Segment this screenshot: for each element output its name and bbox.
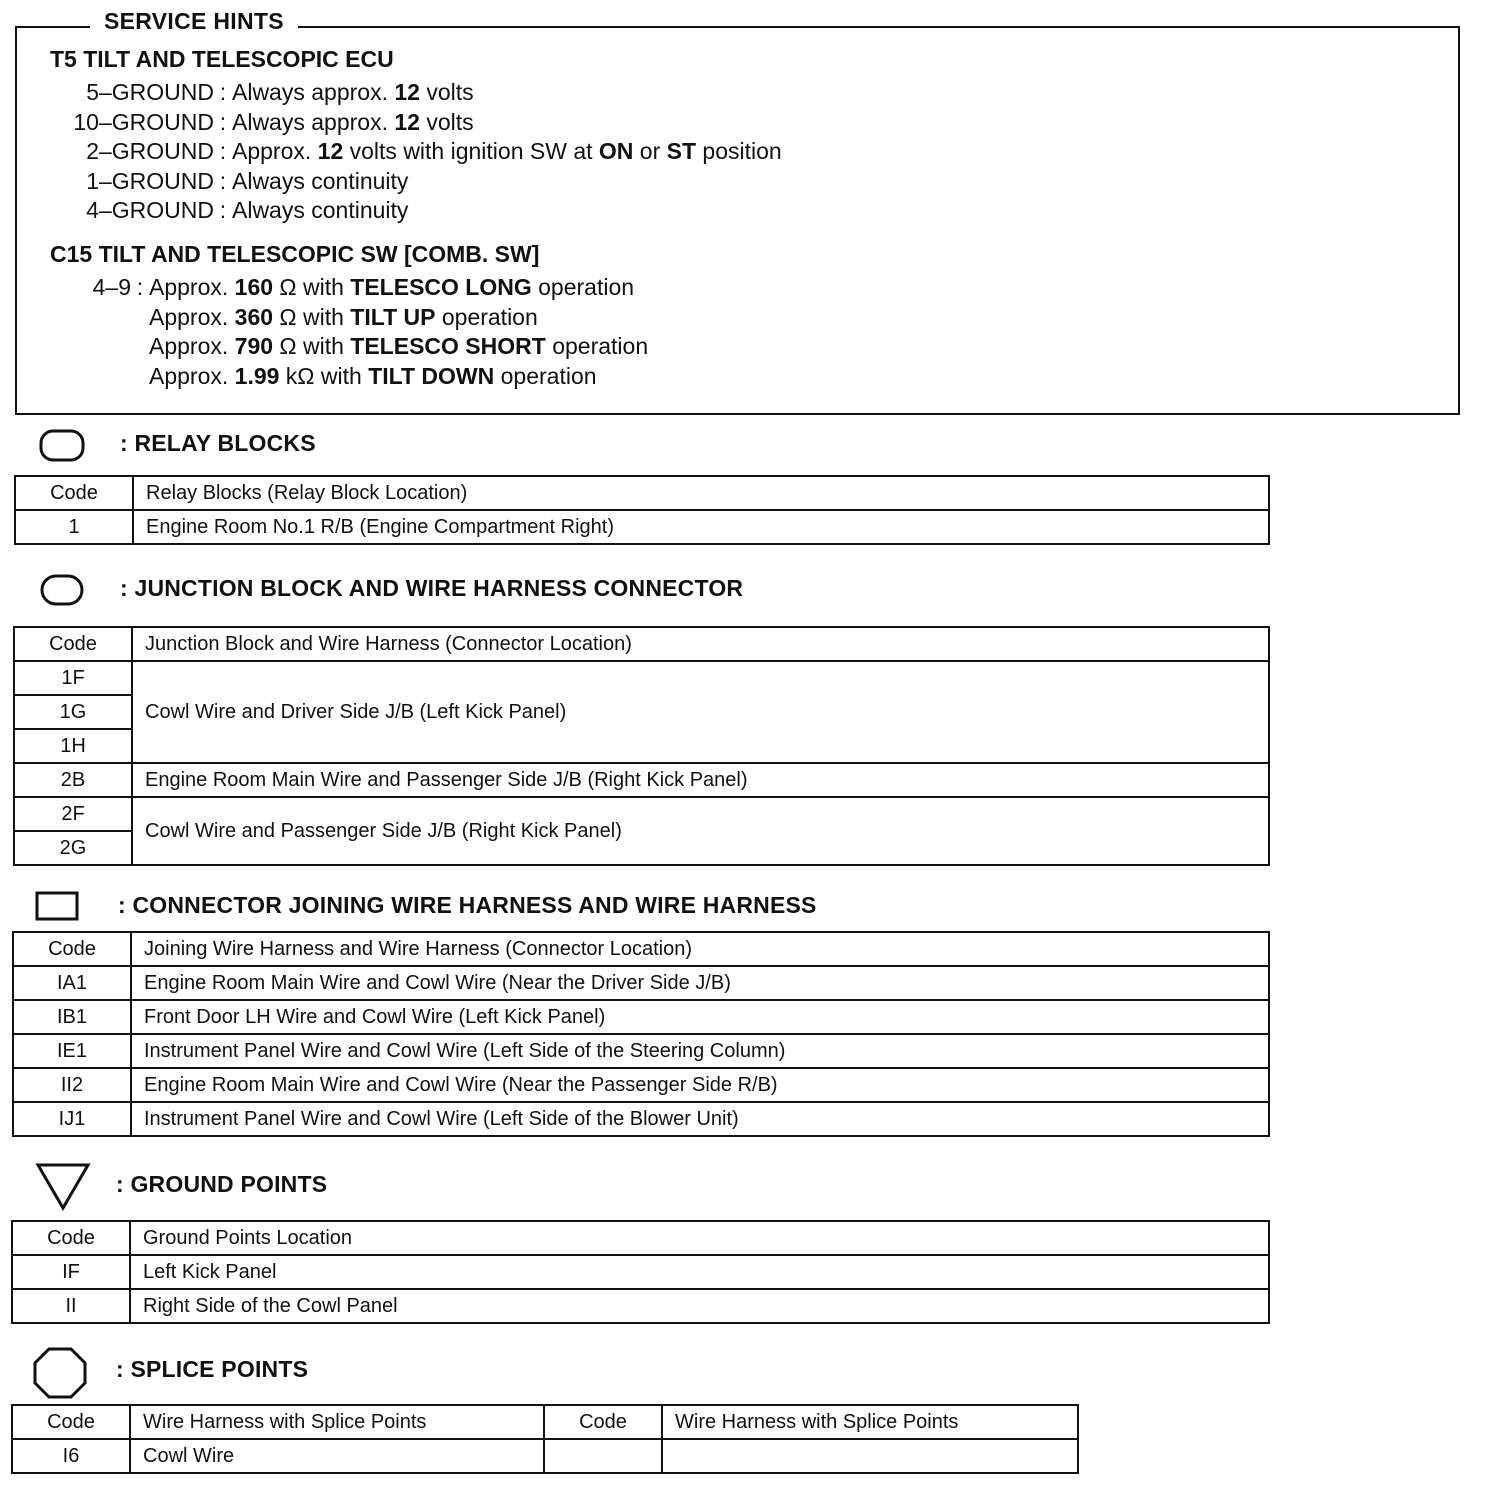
relay-blocks-title: : RELAY BLOCKS xyxy=(120,430,316,456)
splice-points-title: : SPLICE POINTS xyxy=(116,1356,309,1382)
hint-line xyxy=(20,138,782,165)
desc-cell: Front Door LH Wire and Cowl Wire (Left Kick Panel) xyxy=(131,1000,1269,1034)
hint-value: Approx. 1.99 kΩ with TILT DOWN operation xyxy=(149,362,597,389)
table-header-row xyxy=(12,1221,1269,1255)
table-row xyxy=(14,763,1269,797)
desc-cell: Engine Room No.1 R/B (Engine Compartment Right) xyxy=(133,510,1269,544)
desc-cell: Cowl Wire and Passenger Side J/B (Right Kick Panel) xyxy=(132,797,1269,865)
table-row xyxy=(14,797,1269,831)
table-row xyxy=(13,966,1269,1000)
table-row xyxy=(12,1439,1078,1473)
octagon-icon xyxy=(32,1346,88,1400)
code-header: Code xyxy=(12,1405,130,1439)
code-cell: IE1 xyxy=(13,1034,131,1068)
desc-header: Joining Wire Harness and Wire Harness (Connector Location) xyxy=(131,932,1269,966)
desc-cell: Engine Room Main Wire and Cowl Wire (Near the Passenger Side R/B) xyxy=(131,1068,1269,1102)
hint-value: Always approx. 12 volts xyxy=(232,108,474,135)
separator: : xyxy=(219,167,227,194)
hint-value: Always continuity xyxy=(232,197,409,223)
code-cell: I6 xyxy=(12,1439,130,1473)
code-cell: 1F xyxy=(14,661,132,695)
code-cell: 1G xyxy=(14,695,132,729)
down-triangle-icon xyxy=(34,1160,92,1212)
table-header-row xyxy=(14,627,1269,661)
code-header: Code xyxy=(13,932,131,966)
code-cell: IB1 xyxy=(13,1000,131,1034)
hint-value: Always continuity xyxy=(232,167,409,194)
table-header-row xyxy=(13,932,1269,966)
table-row xyxy=(13,1000,1269,1034)
code-cell: II2 xyxy=(13,1068,131,1102)
desc-cell: Engine Room Main Wire and Passenger Side J/B (Right Kick Panel) xyxy=(132,763,1269,797)
hint-value: Always approx. 12 volts xyxy=(232,79,474,105)
pin-label: 1–GROUND xyxy=(86,167,214,194)
code-header: Code xyxy=(14,627,132,661)
ground-points-title: : GROUND POINTS xyxy=(116,1171,328,1197)
table-row xyxy=(13,1068,1269,1102)
desc-header: Relay Blocks (Relay Block Location) xyxy=(133,476,1269,510)
table-row xyxy=(12,1289,1269,1323)
table-row xyxy=(13,1034,1269,1068)
relay-blocks-table xyxy=(14,475,1270,545)
hint-value: Approx. 360 Ω with TILT UP operation xyxy=(149,303,538,330)
code-cell: 1 xyxy=(15,510,133,544)
junction-blocks-title: : JUNCTION BLOCK AND WIRE HARNESS CONNECTOR xyxy=(120,575,744,601)
splice-points-table xyxy=(11,1404,1079,1474)
hint-line xyxy=(20,197,408,224)
code-header: Code xyxy=(15,476,133,510)
code-cell: IA1 xyxy=(13,966,131,1000)
pin-label: 4–GROUND xyxy=(86,197,214,223)
hint-line xyxy=(20,274,634,301)
separator: : xyxy=(219,79,227,105)
code-cell: 2G xyxy=(14,831,132,865)
desc2-cell xyxy=(662,1439,1078,1473)
hint-value: Approx. 12 volts with ignition SW at ON or ST position xyxy=(232,138,782,164)
junction-blocks-table xyxy=(13,626,1270,866)
code2-cell xyxy=(544,1439,662,1473)
code-cell: 1H xyxy=(14,729,132,763)
table-row xyxy=(15,510,1269,544)
desc-cell: Instrument Panel Wire and Cowl Wire (Left Side of the Blower Unit) xyxy=(131,1102,1269,1136)
table-row xyxy=(14,661,1269,695)
desc-cell: Instrument Panel Wire and Cowl Wire (Left Side of the Steering Column) xyxy=(131,1034,1269,1068)
component-heading-t5: T5 TILT AND TELESCOPIC ECU xyxy=(50,46,394,72)
table-header-row xyxy=(15,476,1269,510)
separator: : xyxy=(219,138,227,164)
hint-line xyxy=(20,168,408,195)
hint-value: Approx. 790 Ω with TELESCO SHORT operation xyxy=(149,333,649,359)
component-heading-c15: C15 TILT AND TELESCOPIC SW [COMB. SW] xyxy=(50,241,540,267)
hint-line xyxy=(20,304,538,331)
square-icon xyxy=(34,890,82,924)
desc2-header: Wire Harness with Splice Points xyxy=(662,1405,1078,1439)
pin-label: 2–GROUND xyxy=(86,138,214,164)
desc-header: Junction Block and Wire Harness (Connector Location) xyxy=(132,627,1269,661)
separator: : xyxy=(219,197,227,223)
code2-header: Code xyxy=(544,1405,662,1439)
code-cell: IF xyxy=(12,1255,130,1289)
rounded-rect-icon xyxy=(38,428,88,464)
table-row xyxy=(12,1255,1269,1289)
code-cell: II xyxy=(12,1289,130,1323)
oval-icon xyxy=(38,572,88,608)
desc-cell: Cowl Wire and Driver Side J/B (Left Kick Panel) xyxy=(132,661,1269,763)
desc-cell: Right Side of the Cowl Panel xyxy=(130,1289,1269,1323)
code-header: Code xyxy=(12,1221,130,1255)
hint-line xyxy=(20,109,474,136)
hint-line xyxy=(20,79,474,106)
hint-line xyxy=(20,363,597,390)
desc-header: Ground Points Location xyxy=(130,1221,1269,1255)
pin-label: 5–GROUND xyxy=(86,79,214,105)
hint-value: Approx. 160 Ω with TELESCO LONG operation xyxy=(149,274,635,300)
code-cell: 2B xyxy=(14,763,132,797)
separator: : xyxy=(136,274,144,300)
connectors-title: : CONNECTOR JOINING WIRE HARNESS AND WIRE HARNESS xyxy=(118,892,817,918)
code-cell: IJ1 xyxy=(13,1102,131,1136)
service-hints-title: SERVICE HINTS xyxy=(90,8,298,35)
desc-cell: Engine Room Main Wire and Cowl Wire (Near the Driver Side J/B) xyxy=(131,966,1269,1000)
pin-label: 10–GROUND xyxy=(73,108,214,135)
code-cell: 2F xyxy=(14,797,132,831)
ground-points-table xyxy=(11,1220,1270,1324)
table-row xyxy=(13,1102,1269,1136)
desc-cell: Left Kick Panel xyxy=(130,1255,1269,1289)
desc-header: Wire Harness with Splice Points xyxy=(130,1405,544,1439)
connectors-table xyxy=(12,931,1270,1137)
hint-line xyxy=(20,333,648,360)
separator: : xyxy=(219,108,227,135)
table-header-row xyxy=(12,1405,1078,1439)
pin-label: 4–9 xyxy=(92,274,131,300)
desc-cell: Cowl Wire xyxy=(130,1439,544,1473)
